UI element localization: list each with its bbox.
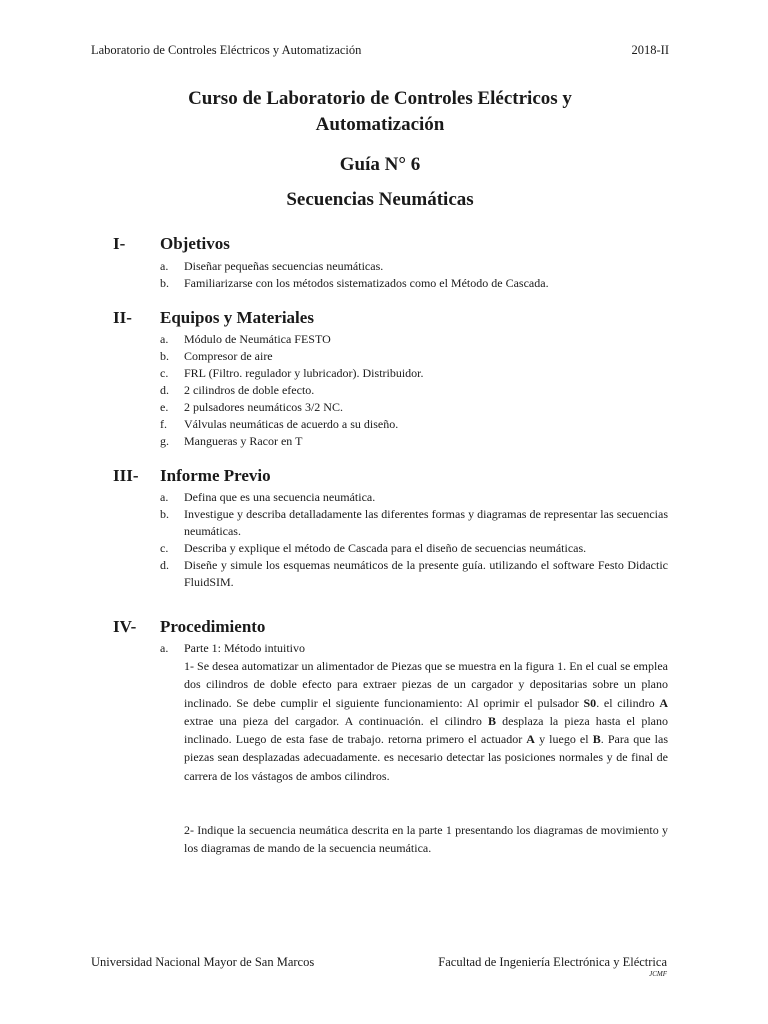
list-item-text: 2 pulsadores neumáticos 3/2 NC. bbox=[184, 400, 343, 414]
list-marker: c. bbox=[160, 366, 169, 380]
header-right: 2018-II bbox=[631, 43, 669, 57]
procedimiento-list bbox=[160, 640, 668, 657]
list-item-text: Mangueras y Racor en T bbox=[184, 434, 303, 448]
list-item-text: Familiarizarse con los métodos sistematizados como el Método de Cascada. bbox=[184, 276, 549, 290]
list-item-text: 2 cilindros de doble efecto. bbox=[184, 383, 315, 397]
list-marker: b. bbox=[160, 276, 169, 290]
list-item bbox=[160, 331, 668, 348]
list-marker: b. bbox=[160, 507, 169, 521]
list-item-text: Válvulas neumáticas de acuerdo a su diseño. bbox=[184, 417, 399, 431]
list-marker: b. bbox=[160, 349, 169, 363]
section-objetivos bbox=[113, 234, 230, 254]
list-marker: f. bbox=[160, 417, 167, 431]
objetivos-list bbox=[160, 258, 668, 292]
list-marker: c. bbox=[160, 541, 169, 555]
list-item bbox=[160, 275, 668, 292]
section-title: Equipos y Materiales bbox=[160, 308, 314, 327]
list-item bbox=[160, 382, 668, 399]
list-marker: e. bbox=[160, 400, 169, 414]
list-item bbox=[160, 489, 668, 506]
list-item bbox=[160, 640, 668, 657]
list-item-text: FRL (Filtro. regulador y lubricador). Distribuidor. bbox=[184, 366, 424, 380]
list-item-text: Módulo de Neumática FESTO bbox=[184, 332, 331, 346]
list-marker: a. bbox=[160, 490, 169, 504]
procedure-paragraph-1: 1- Se desea automatizar un alimentador de Piezas que se muestra en la figura 1. En el cual se emplea dos cilindros de doble efecto para extraer piezas de un cargador y depositarias sobre un plano inclinado. Se debe cumplir el siguiente funcionamiento: Al oprimir el pulsador S0. el cilindro A extrae una pieza del cargador. A continuación. el cilindro B desplaza la pieza hasta el plano inclinado. Luego de esta fase de trabajo. retorna primero el actuador A y luego el B. Para que las piezas sean desplazadas adecuadamente. es necesario detectar las posiciones normales y de final de carrera de los vástagos de ambos cilindros. bbox=[184, 659, 669, 783]
section-title: Procedimiento bbox=[160, 617, 266, 636]
list-item-text: Defina que es una secuencia neumática. bbox=[184, 490, 376, 504]
list-item bbox=[160, 365, 668, 382]
list-item bbox=[160, 433, 668, 450]
procedure-paragraph-2: 2- Indique la secuencia neumática descrita en la parte 1 presentando los diagramas de movimiento y los diagramas de mando de la secuencia neumática. bbox=[184, 823, 668, 856]
section-number: III- bbox=[113, 466, 139, 485]
list-marker: d. bbox=[160, 558, 169, 572]
list-item-text: Describa y explique el método de Cascada para el diseño de secuencias neumáticas. bbox=[184, 541, 587, 555]
equipos-list bbox=[160, 331, 668, 450]
footer-left: Universidad Nacional Mayor de San Marcos bbox=[91, 955, 315, 969]
list-item-text: Compresor de aire bbox=[184, 349, 273, 363]
section-number: II- bbox=[113, 308, 132, 327]
list-marker: a. bbox=[160, 332, 169, 346]
list-item bbox=[160, 258, 668, 275]
list-item-text: Diseñe y simule los esquemas neumáticos de la presente guía. utilizando el software Festo Didactic FluidSIM. bbox=[184, 558, 668, 589]
course-title-line1: Curso de Laboratorio de Controles Eléctricos y bbox=[188, 88, 572, 109]
list-marker: d. bbox=[160, 383, 169, 397]
informe-list bbox=[160, 489, 668, 591]
list-marker: a. bbox=[160, 259, 169, 273]
section-title: Informe Previo bbox=[160, 466, 271, 485]
header-left: Laboratorio de Controles Eléctricos y Automatización bbox=[91, 43, 362, 57]
list-item bbox=[160, 506, 668, 540]
list-item-text: Investigue y describa detalladamente las diferentes formas y diagramas de representar las secuencias neumáticas. bbox=[184, 507, 668, 538]
list-item bbox=[160, 348, 668, 365]
list-marker: g. bbox=[160, 434, 169, 448]
list-item-text: Diseñar pequeñas secuencias neumáticas. bbox=[184, 259, 384, 273]
course-title bbox=[100, 86, 660, 137]
list-marker: a. bbox=[160, 641, 169, 655]
guide-number: Guía N° 6 bbox=[339, 154, 421, 175]
section-title: Objetivos bbox=[160, 234, 230, 253]
footer-initials: JCMF bbox=[649, 970, 667, 978]
list-item-text: Parte 1: Método intuitivo bbox=[184, 641, 305, 655]
section-procedimiento bbox=[113, 617, 265, 637]
guide-subtitle: Secuencias Neumáticas bbox=[286, 189, 474, 210]
list-item bbox=[160, 399, 668, 416]
list-item bbox=[160, 557, 668, 591]
section-equipos bbox=[113, 308, 314, 328]
list-item bbox=[160, 540, 668, 557]
footer-right: Facultad de Ingeniería Electrónica y Eléctrica bbox=[438, 955, 667, 969]
section-number: IV- bbox=[113, 617, 137, 636]
section-number: I- bbox=[113, 234, 126, 253]
section-informe-previo bbox=[113, 466, 271, 486]
course-title-line2: Automatización bbox=[315, 113, 445, 135]
list-item bbox=[160, 416, 668, 433]
